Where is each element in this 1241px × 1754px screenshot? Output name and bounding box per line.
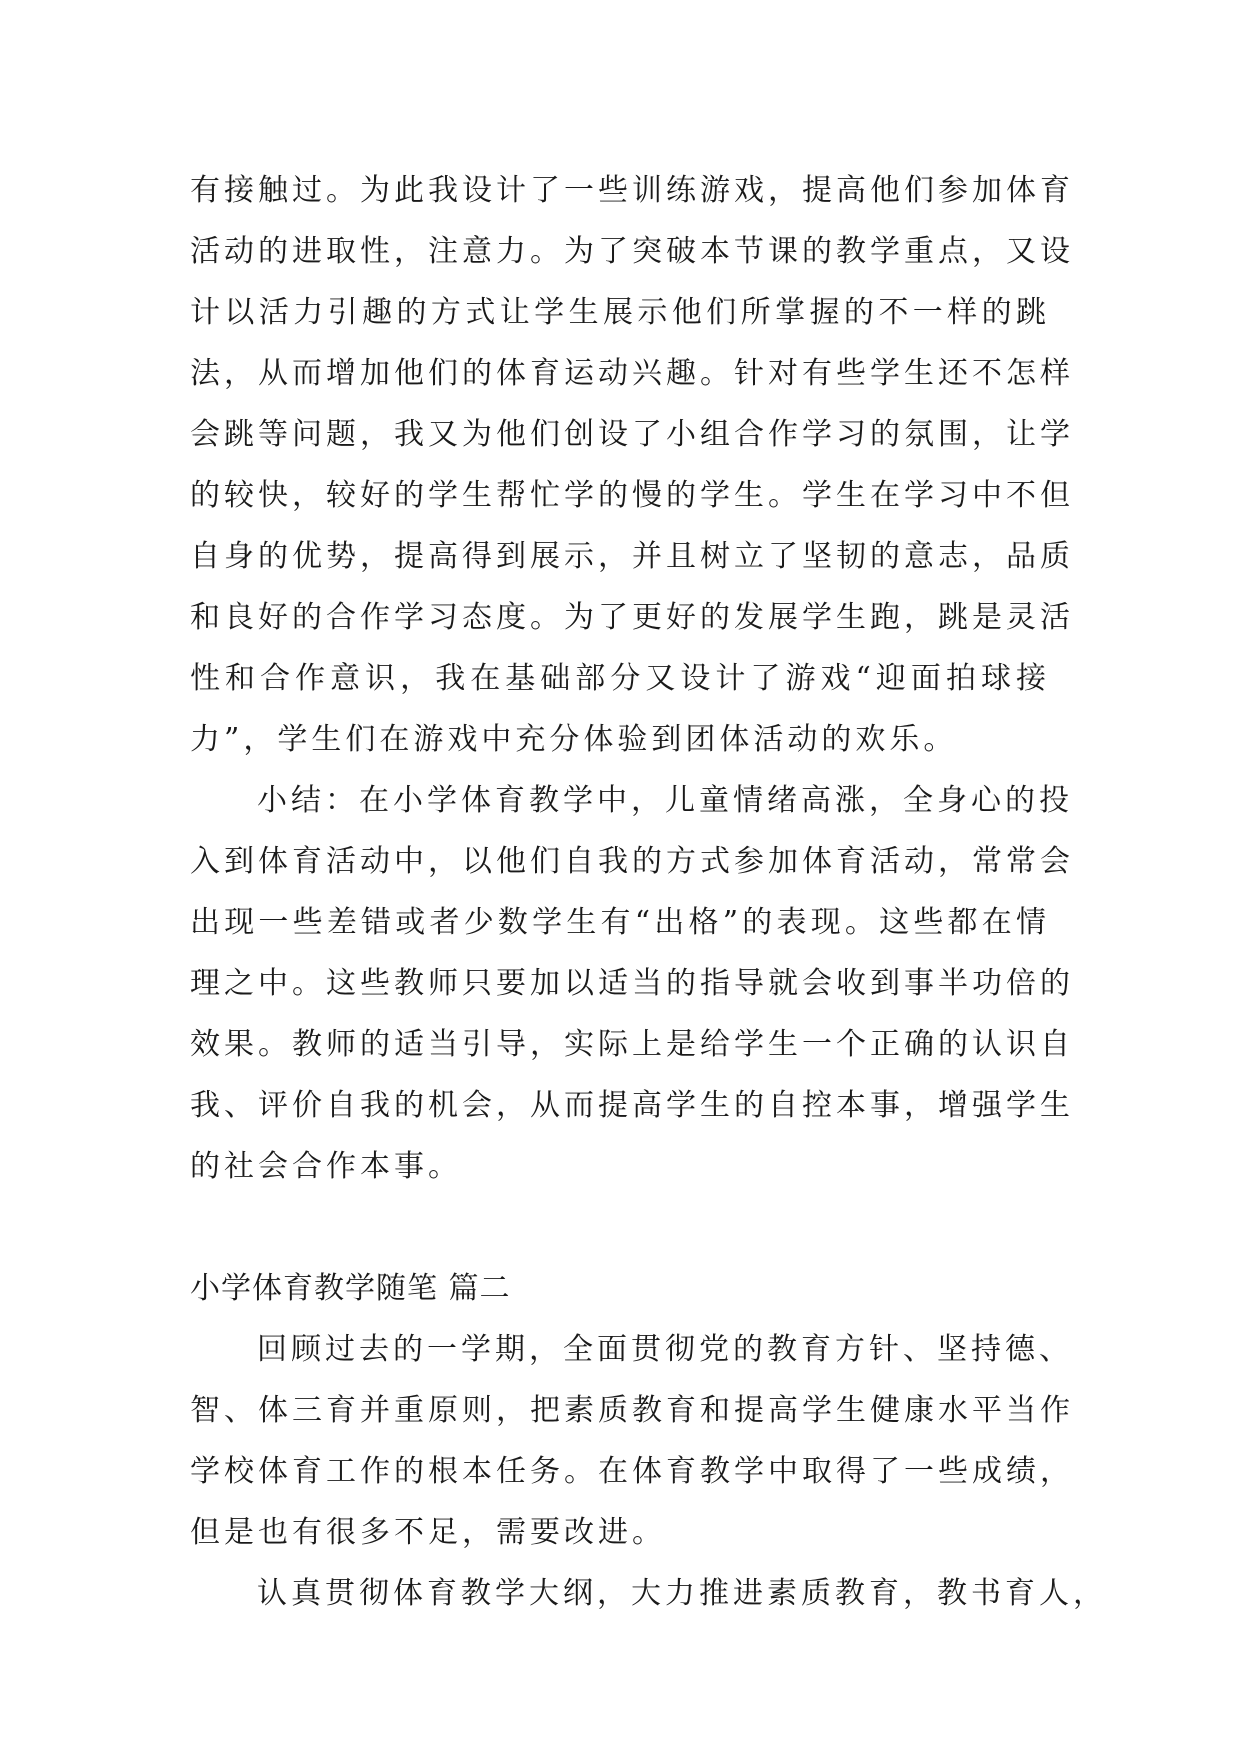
text-line: 和良好的合作学习态度。为了更好的发展学生跑，跳是灵活: [190, 600, 1074, 635]
paragraph-3: [190, 1319, 1074, 1563]
text-line: 认真贯彻体育教学大纲，大力推进素质教育，教书育人，: [257, 1576, 1107, 1611]
text-line: 但是也有很多不足，需要改进。: [190, 1515, 666, 1550]
paragraph-4: [190, 1563, 1107, 1624]
text-line: 会跳等问题，我又为他们创设了小组合作学习的氛围，让学: [190, 417, 1074, 452]
paragraph-2: [190, 770, 1074, 1197]
text-line: 法，从而增加他们的体育运动兴趣。针对有些学生还不怎样: [190, 356, 1074, 391]
text-line: 活动的进取性，注意力。为了突破本节课的教学重点，又设: [190, 234, 1074, 269]
text-line: 力”，学生们在游戏中充分体验到团体活动的欢乐。: [190, 722, 958, 757]
text-line: 学校体育工作的根本任务。在体育教学中取得了一些成绩，: [190, 1454, 1074, 1489]
text-line: 性和合作意识，我在基础部分又设计了游戏“迎面拍球接: [190, 661, 1050, 696]
text-line: 回顾过去的一学期，全面贯彻党的教育方针、坚持德、: [257, 1332, 1073, 1367]
text-line: 自身的优势，提高得到展示，并且树立了坚韧的意志，品质: [190, 539, 1074, 574]
text-line: 的社会合作本事。: [190, 1149, 462, 1184]
text-line: 入到体育活动中，以他们自我的方式参加体育活动，常常会: [190, 844, 1074, 879]
text-line: 理之中。这些教师只要加以适当的指导就会收到事半功倍的: [190, 966, 1074, 1001]
text-line: 智、体三育并重原则，把素质教育和提高学生健康水平当作: [190, 1393, 1074, 1428]
blank-line: [190, 1197, 1050, 1258]
text-line: 效果。教师的适当引导，实际上是给学生一个正确的认识自: [190, 1027, 1074, 1062]
text-line: 小结：在小学体育教学中，儿童情绪高涨，全身心的投: [257, 783, 1073, 818]
section-heading: 小学体育教学随笔 篇二: [190, 1271, 511, 1306]
paragraph-1: [190, 160, 1074, 770]
text-line: 出现一些差错或者少数学生有“出格”的表现。这些都在情: [190, 905, 1050, 940]
text-line: 有接触过。为此我设计了一些训练游戏，提高他们参加体育: [190, 173, 1074, 208]
document-body: [190, 160, 1107, 1624]
text-line: 我、评价自我的机会，从而提高学生的自控本事，增强学生: [190, 1088, 1074, 1123]
text-line: 计以活力引趣的方式让学生展示他们所掌握的不一样的跳: [190, 295, 1050, 330]
text-line: 的较快，较好的学生帮忙学的慢的学生。学生在学习中不但: [190, 478, 1074, 513]
